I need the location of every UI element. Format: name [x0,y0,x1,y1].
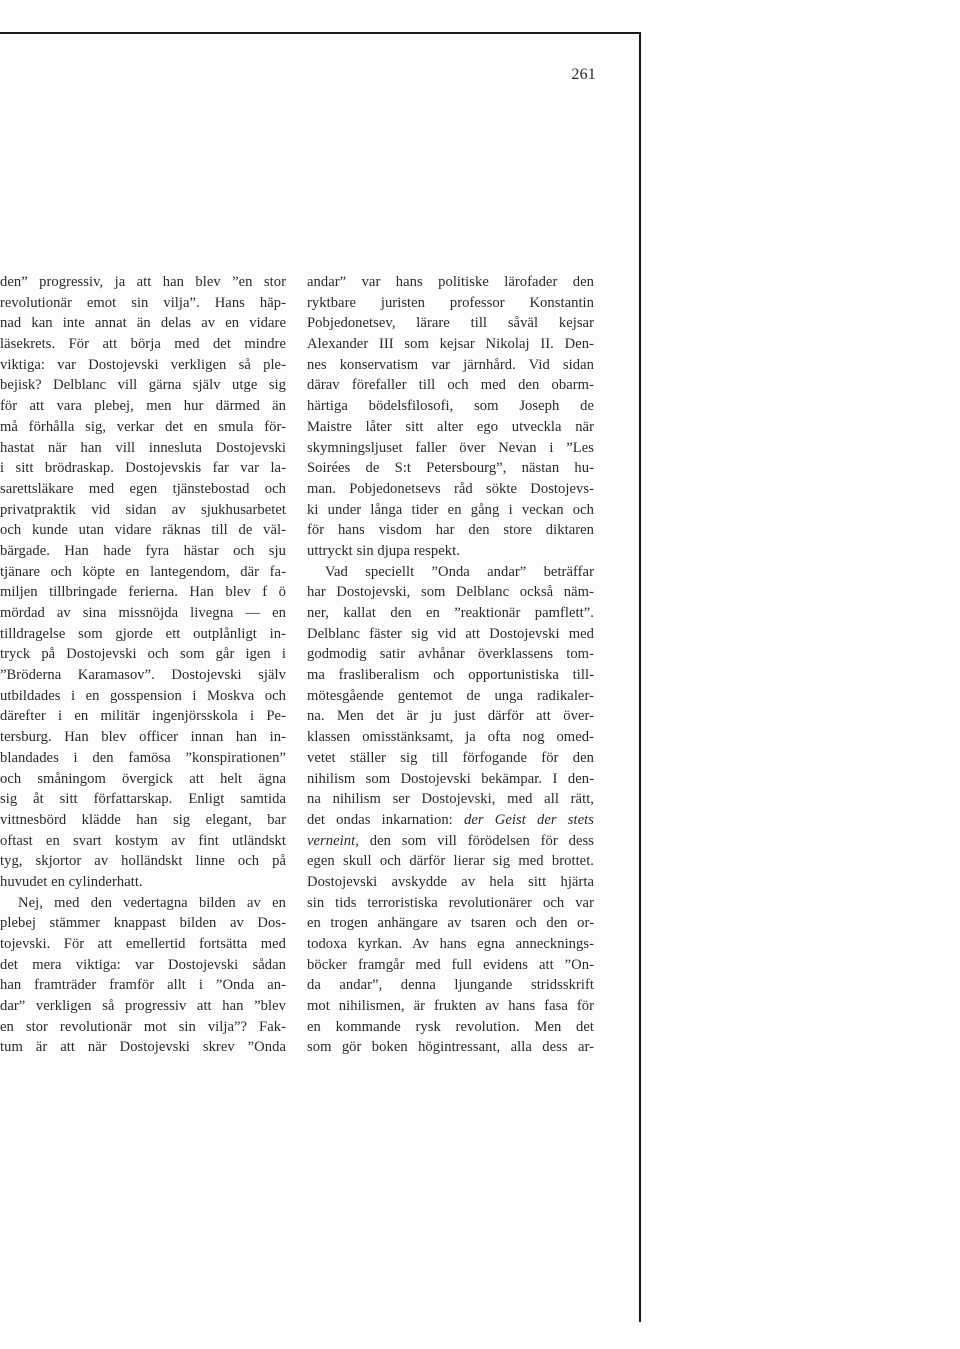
text-line: mot nihilismen, är frukten av hans fasa för [307,998,594,1015]
text-line: todoxa kyrkan. Av hans egna annecknings- [307,936,594,952]
page-number: 261 [571,66,596,83]
text-line: ma frasliberalism och opportunistiska till- [307,667,594,684]
text-line: andar” var hans politiske lärofader den [307,274,594,290]
text-line: som gör boken högintressant, alla dess ar- [307,1039,594,1056]
text-line: privatpraktik vid sidan av sjukhusarbetet [0,501,286,518]
text-line: läsekrets. För att börja med det mindre [0,336,286,353]
text-line: bejisk? Delblanc vill gärna själv utge sig [0,377,286,394]
text-line: da andar”, denna ljungande stridsskrift [307,977,594,994]
page-edge-right [639,32,641,1322]
text-line: böcker framgår med full evidens att ”On- [307,956,594,973]
text-line: ryktbare juristen professor Konstantin [307,294,594,311]
text-line: därefter i en militär ingenjörsskola i Pe- [0,708,286,725]
text-line: Delblanc fäster sig vid att Dostojevski med [307,625,594,642]
text-line: därav förefaller till och med den obarm- [307,377,594,394]
text-line: tilldragelse som gjorde ett outplånligt in- [0,625,286,642]
german-quote: der Geist der stets [463,811,595,828]
text-line-with-quote [307,810,594,831]
text-line: Soirées de S:t Petersbourg”, nästan hu- [307,460,594,477]
text-line: för att vara plebej, men hur därmed än [0,398,286,415]
text-line: har Dostojevski, som Delblanc också näm- [307,584,594,601]
text-line: Maistre låter sitt alter ego utveckla när [307,418,594,435]
text-line: i sitt brödraskap. Dostojevskis far var la- [0,460,286,477]
quote-intro: det ondas inkarnation: [307,811,453,828]
text-line: plebej stämmer knappast bilden av Dos- [0,915,286,932]
text-line: hastat när han vill innesluta Dostojevski [0,439,286,456]
text-line: man. Pobjedonetsevs råd sökte Dostojevs- [307,480,594,497]
text-line: bärgade. Han hade fyra hästar och sju [0,542,286,559]
text-line: dar” verkligen så progressiv att han ”blev [0,998,286,1015]
text-line: och småningom övergick att helt ägna [0,770,286,787]
text-line: och kunde utan vidare räknas till de väl- [0,522,286,539]
page-edge-top [0,32,640,34]
text-line: det mera viktiga: var Dostojevski sådan [0,956,286,973]
text-line: tjänare och köpte en lantegendom, där fa- [0,563,286,580]
text-line: Nej, med den vedertagna bilden av en [18,894,286,911]
text-line: en stor revolutionär mot sin vilja”? Fak- [0,1018,286,1035]
text-line: mördad av sina missnöjda livegna — en [0,605,286,621]
left-column [0,272,286,1058]
text-line: vittnesbörd klädde han sig elegant, bar [0,811,286,828]
text-line: egen skull och därför lierar sig med brottet. [307,853,594,870]
text-line: ”Bröderna Karamasov”. Dostojevski själv [0,667,286,684]
text-line: blandades i den famösa ”konspirationen” [0,749,286,766]
text-line: viktiga: var Dostojevski verkligen så ple- [0,356,286,373]
text-line: klassen omisstänksamt, ja ofta nog omed- [307,729,594,746]
quote-continuation: den som vill förödelsen för dess [369,832,594,849]
text-line: den” progressiv, ja att han blev ”en stor [0,274,286,290]
text-line: nad kan inte annat än delas av en vidare [0,315,286,332]
text-line: Vad speciellt ”Onda andar” beträffar [325,563,594,580]
text-line: nes konservatism var järnhård. Vid sidan [307,356,594,373]
text-line: tojevski. För att emellertid fortsätta med [0,936,286,952]
text-line: na nihilism ser Dostojevski, med all rätt, [307,791,594,808]
text-line: miljen tillbringade ferierna. Han blev f ö [0,584,286,601]
text-line: för hans visdom har den store diktaren [307,522,594,539]
text-line: tryck på Dostojevski och som går igen i [0,646,286,663]
text-line: vetet ställer sig till förfogande för den [307,749,594,766]
text-line: en trogen anhängare av tsaren och den or- [307,915,594,932]
text-line: nihilism som Dostojevski bekämpar. I den- [307,770,594,787]
right-column [307,272,594,1058]
text-line: Pobjedonetsev, lärare till såväl kejsar [307,315,594,332]
text-line: huvudet en cylinderhatt. [0,873,143,890]
text-line: sarettsläkare med egen tjänstebostad och [0,480,286,497]
text-line: utbildades i en gosspension i Moskva och [0,687,286,704]
text-line: han framträder framför allt i ”Onda an- [0,977,286,994]
text-line: ner, kallat den en ”reaktionär pamflett”. [307,605,594,621]
text-line: revolutionär emot sin vilja”. Hans häp- [0,294,286,311]
text-line-with-quote [307,831,594,852]
text-line: sig åt sitt författarskap. Enligt samtida [0,791,286,808]
text-line: ki under långa tider en gång i veckan och [307,501,594,518]
german-quote-end: verneint, [307,832,359,849]
text-line: skymningsljuset faller över Nevan i ”Les [307,439,594,456]
text-line: godmodig satir avhånar överklassens tom- [307,646,594,663]
text-line: uttryckt sin djupa respekt. [307,542,460,559]
text-line: tum är att när Dostojevski skrev ”Onda [0,1039,286,1056]
text-line: mötesgående gentemot de unga radikaler- [307,687,594,704]
text-line: härtiga bödelsfilosofi, som Joseph de [307,398,594,415]
text-line: na. Men det är ju just därför att över- [307,708,594,725]
text-line: tersburg. Han blev officer innan han in- [0,729,286,746]
text-line: tyg, skjortor av holländskt linne och på [0,853,286,870]
text-line: Dostojevski avskydde av hela sitt hjärta [307,873,594,890]
text-line: en kommande rysk revolution. Men det [307,1018,594,1035]
text-line: må förhålla sig, verkar det en smula för- [0,418,286,435]
text-line: sin tids terroristiska revolutionärer och var [307,894,594,911]
text-line: Alexander III som kejsar Nikolaj II. Den- [307,336,594,353]
text-line: oftast en svart kostym av fint utländskt [0,832,286,849]
